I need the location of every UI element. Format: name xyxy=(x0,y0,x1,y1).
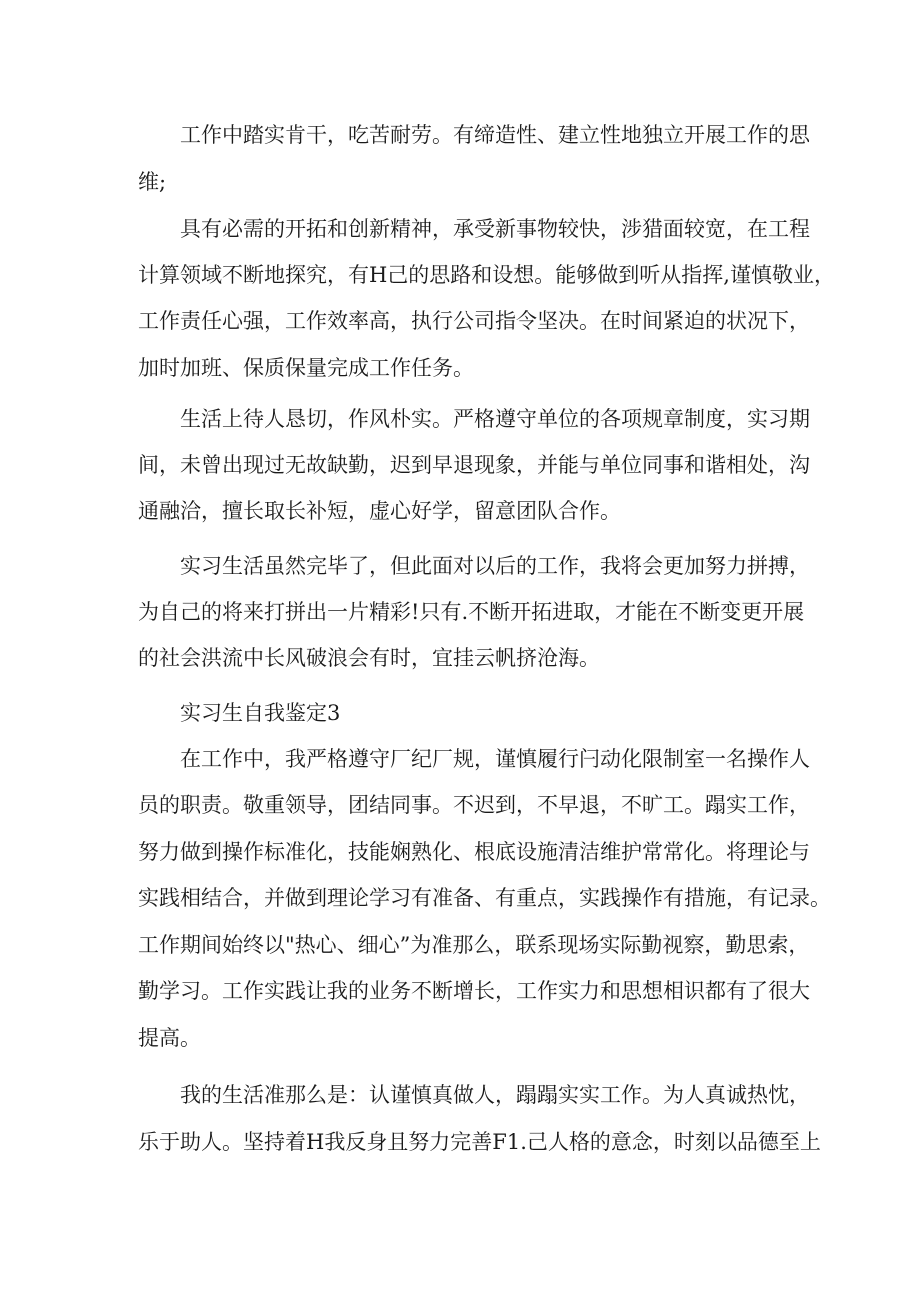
text-line: 员的职责。敬重领导，团结同事。不迟到，不早退，不旷工。蹋实工作， xyxy=(138,793,810,817)
text-line: 工作责任心强，工作效率高，执行公司指令坚决。在时间紧迫的状况下， xyxy=(138,309,810,333)
text-line: 努力做到操作标准化，技能娴熟化、根底设施清洁维护常常化。将理论与 xyxy=(138,840,810,864)
text-line: 我的生活准那么是：认谨慎真做人，蹋蹋实实工作。为人真诚热忱， xyxy=(180,1083,810,1107)
text-line: 在工作中，我严格遵守厂纪厂规，谨慎履行闩动化限制室一名操作人 xyxy=(180,747,810,771)
text-line: 加时加班、保质保量完成工作任务。 xyxy=(138,356,474,380)
text-line: 具有必需的开拓和创新精神，承受新事物较快，涉猎面较宽，在工程 xyxy=(180,217,810,241)
text-line: 工作中踏实肯干，吃苦耐劳。有缔造性、建立性地独立开展工作的思 xyxy=(180,123,810,147)
text-line: 工作期间始终以"热心、细心”为准那么，联系现场实际勤视察，勤思索， xyxy=(138,933,810,957)
text-line: 提高。 xyxy=(138,1026,201,1050)
text-line: 维; xyxy=(138,170,167,194)
text-line: 计算领域不断地探究，有H己的思路和设想。能够做到听从指挥,谨慎敬业， xyxy=(138,263,835,287)
text-line: 实习生活虽然完毕了，但此面对以后的工作，我将会更加努力拼搏， xyxy=(180,554,810,578)
text-line: 勤学习。工作实践让我的业务不断增长，工作实力和思想相识都有了很大 xyxy=(138,979,810,1003)
text-line: 间，未曾出现过无故缺勤，迟到早退现象，并能与单位同事和谐相处，沟 xyxy=(138,453,810,477)
text-line: 通融洽，擅长取长补短，虚心好学，留意团队合作。 xyxy=(138,499,621,523)
text-line: 为自己的将来打拼出一片精彩!只有.不断开拓进取，才能在不断变更开展 xyxy=(138,600,805,624)
text-line: 的社会洪流中长风破浪会有时，宜挂云帆挤沧海。 xyxy=(138,646,600,670)
heading-text: 实习生自我鉴定3 xyxy=(180,701,341,725)
text-line: 生活上待人恳切，作风朴实。严格遵守单位的各项规章制度，实习期 xyxy=(180,407,810,431)
text-line: 乐于助人。坚持着H我反身且努力完善F1.己人格的意念，时刻以品德至上 xyxy=(138,1130,821,1154)
text-line: 实践相结合，并做到理论学习有准备、有重点，实践操作有措施，有记录。 xyxy=(138,886,831,910)
